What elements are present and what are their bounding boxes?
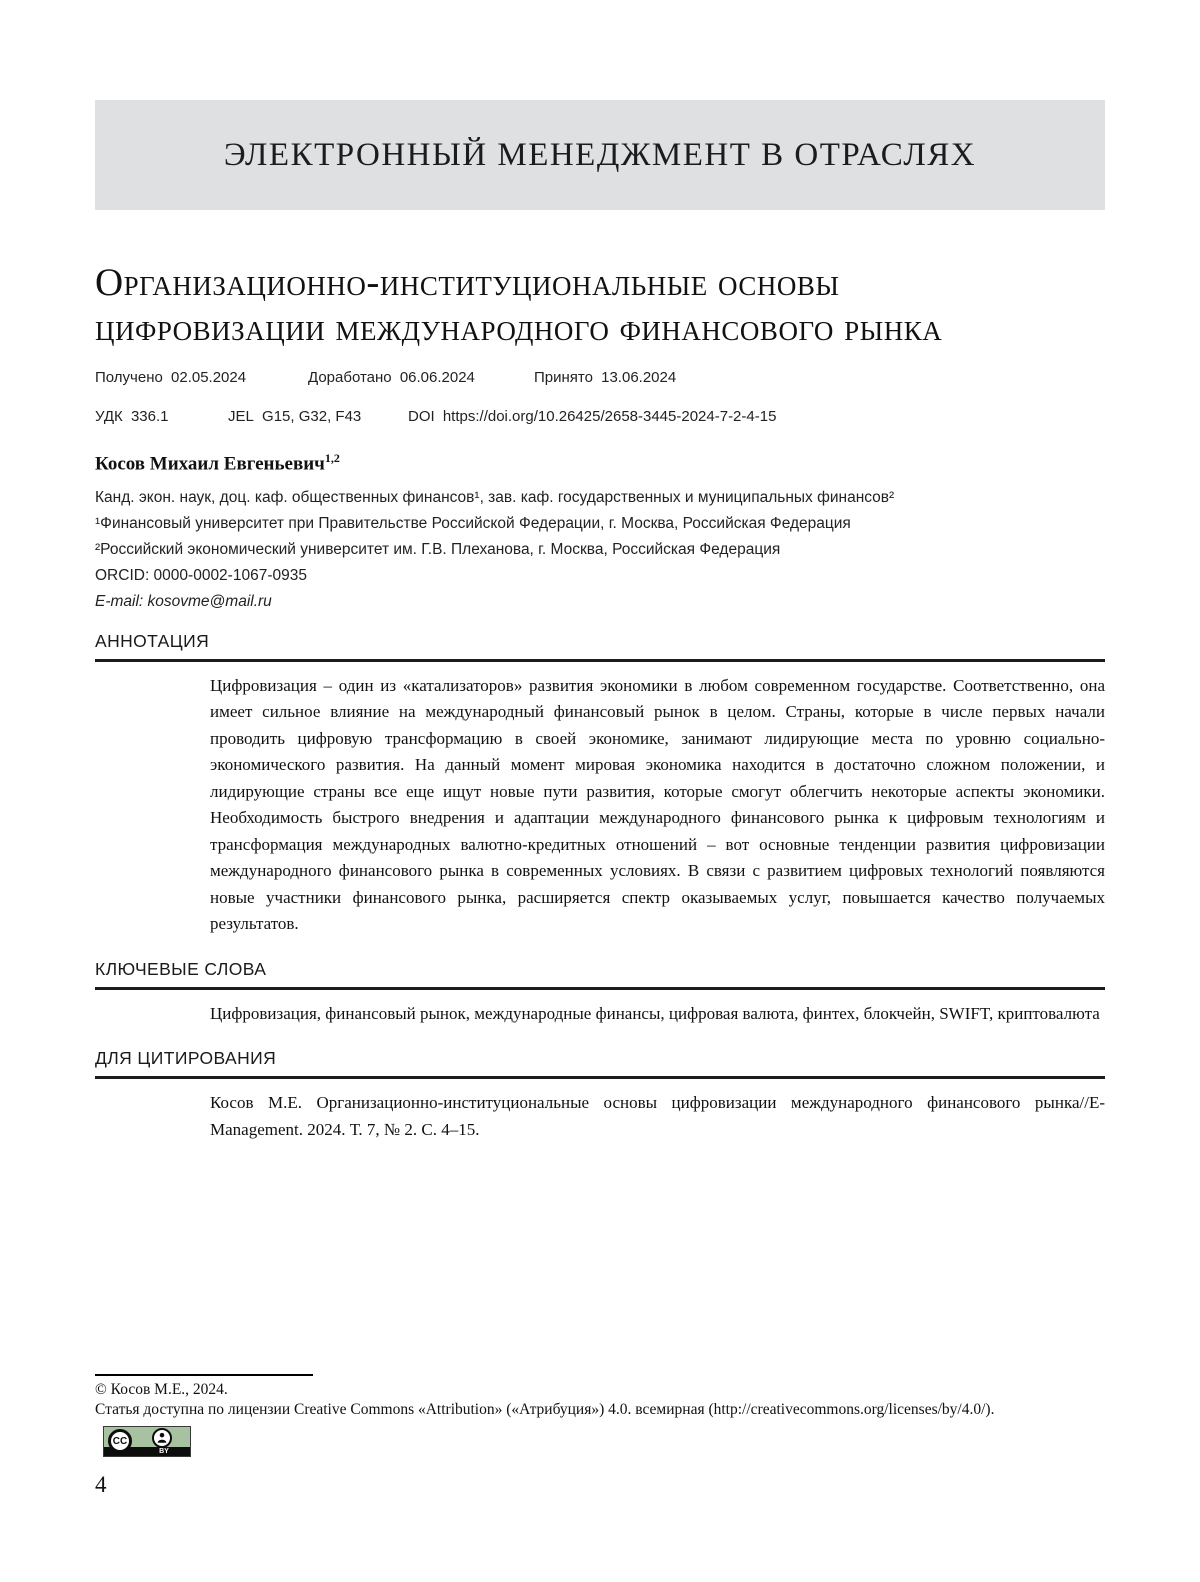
udc-value: 336.1 bbox=[130, 408, 169, 426]
email-line: E-mail: kosovme@mail.ru bbox=[95, 592, 272, 610]
revised-value: 06.06.2024 bbox=[399, 369, 475, 387]
keywords-heading: КЛЮЧЕВЫЕ СЛОВА bbox=[95, 959, 1105, 990]
keywords-text: Цифровизация, финансовый рынок, международные финансы, цифровая валюта, финтех, блокчейн, SWIFT, криптовалюта bbox=[210, 1003, 1100, 1023]
received-value: 02.05.2024 bbox=[171, 369, 247, 387]
license-line: Статья доступна по лицензии Creative Commons «Attribution» («Атрибуция») 4.0. всемирная (http://creativecommons.org/licenses/by/4.0/). bbox=[95, 1401, 995, 1418]
cc-icon: CC bbox=[108, 1429, 132, 1453]
article-title bbox=[95, 260, 1105, 350]
author-block bbox=[95, 451, 1105, 609]
udc-code bbox=[95, 408, 228, 425]
jel-codes bbox=[228, 408, 408, 425]
keywords-section bbox=[95, 959, 1105, 1028]
udc-label: УДК bbox=[95, 408, 123, 426]
author-name: Косов Михаил Евгеньевич$^{1,2}$ bbox=[95, 451, 340, 475]
person-icon bbox=[152, 1428, 172, 1448]
received-date bbox=[95, 369, 308, 386]
jel-value: G15, G32, F43 bbox=[262, 408, 362, 426]
cc-by-label: BY bbox=[159, 1448, 169, 1455]
revised-label: Доработано bbox=[308, 369, 392, 387]
cc-by-badge bbox=[103, 1426, 191, 1457]
copyright-line: © Косов М.Е., 2024. bbox=[95, 1381, 228, 1398]
article-title-line-1: Организационно-институциональные основы bbox=[95, 261, 840, 304]
received-label: Получено bbox=[95, 369, 163, 387]
abstract-heading: АННОТАЦИЯ bbox=[95, 631, 1105, 662]
abstract-text: Цифровизация – один из «катализаторов» развития экономики в любом современном государстве. Соответственно, она имеет сильное влияние на международный финансовый рынок в целом. Страны, которые в числе первых начали проводить цифровую трансформацию в своей экономике, занимают лидирующие места по уровню социально-экономического развития. На данный момент мировая экономика находится в достаточно сложном положении, и лидирующие страны все еще ищут новые пути развития, которые смогут облегчить некоторые аспекты экономики. Необходимость быстрого внедрения и адаптации международного финансового рынка к цифровым технологиям и трансформация международных валютно-кредитных отношений – вот основные тенденции развития цифровизации международного финансового рынка в современных условиях. В связи с развитием цифровых технологий появляются новые участники финансового рынка, расширяется спектр оказываемых услуг, повышается качество получаемых результатов. bbox=[210, 675, 1105, 934]
doi-value: https://doi.org/10.26425/2658-3445-2024-7-2-4-15 bbox=[442, 408, 777, 426]
author-affiliation-sup: 1,2 bbox=[324, 451, 340, 466]
author-position: Канд. экон. наук, доц. каф. общественных финансов¹, зав. каф. государственных и муниципальных финансов² bbox=[95, 488, 895, 506]
article-title-line-2: цифровизации международного финансового рынка bbox=[95, 306, 943, 350]
page-number: 4 bbox=[95, 1472, 107, 1497]
jel-label: JEL bbox=[228, 408, 254, 426]
affiliation-1: ¹Финансовый университет при Правительстве Российской Федерации, г. Москва, Российская Федерация bbox=[95, 514, 851, 532]
section-banner bbox=[95, 100, 1105, 210]
citation-section bbox=[95, 1048, 1105, 1143]
accepted-value: 13.06.2024 bbox=[601, 369, 677, 387]
section-banner-title: ЭЛЕКТРОННЫЙ МЕНЕДЖМЕНТ В ОТРАСЛЯХ bbox=[223, 136, 977, 173]
affiliation-2: ²Российский экономический университет им. Г.В. Плеханова, г. Москва, Российская Федерация bbox=[95, 540, 781, 558]
doi-label: DOI bbox=[408, 408, 435, 426]
citation-text: Косов М.Е. Организационно-институциональные основы цифровизации международного финансового рынка//E-Management. 2024. Т. 7, № 2. С. 4–15. bbox=[210, 1093, 1105, 1139]
accepted-label: Принято bbox=[534, 369, 593, 387]
accepted-date bbox=[534, 369, 676, 386]
codes-row bbox=[95, 408, 1105, 425]
page-footer bbox=[95, 1374, 1105, 1457]
footer-divider bbox=[95, 1374, 313, 1376]
abstract-section bbox=[95, 631, 1105, 938]
citation-heading: ДЛЯ ЦИТИРОВАНИЯ bbox=[95, 1048, 1105, 1079]
revised-date bbox=[308, 369, 534, 386]
orcid-line: ORCID: 0000-0002-1067-0935 bbox=[95, 566, 307, 584]
doi-link bbox=[408, 408, 776, 425]
dates-row bbox=[95, 369, 1105, 386]
